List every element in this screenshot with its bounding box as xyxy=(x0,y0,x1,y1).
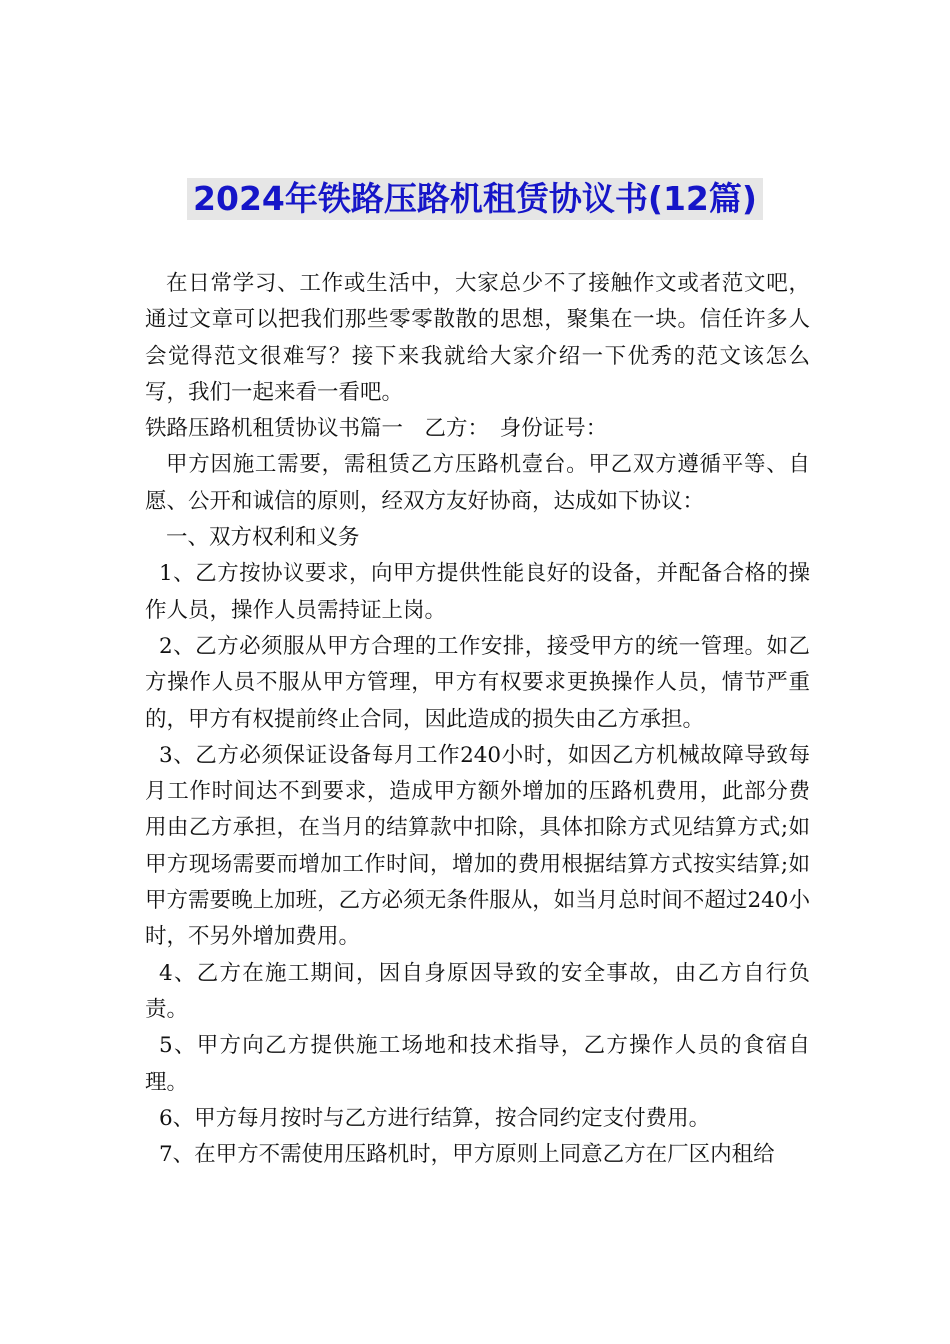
clause-item-5: 5、甲方向乙方提供施工场地和技术指导，乙方操作人员的食宿自理。 xyxy=(145,1033,810,1095)
clause-item-1: 1、乙方按协议要求，向甲方提供性能良好的设备，并配备合格的操作人员，操作人员需持证上岗。 xyxy=(145,561,810,623)
section-heading-paragraph: 铁路压路机租赁协议书篇一 乙方： 身份证号： xyxy=(145,416,608,442)
clause-item-3: 3、乙方必须保证设备每月工作240小时，如因乙方机械故障导致每月工作时间达不到要求，造成甲方额外增加的压路机费用，此部分费用由乙方承担，在当月的结算款中扣除，具体扣除方式见结算方式;如甲方现场需要而增加工作时间，增加的费用根据结算方式按实结算;如甲方需要晚上加班，乙方必须无条件服从，如当月总时间不超过240小时，不另外增加费用。 xyxy=(145,742,810,950)
agreement-preamble: 甲方因施工需要，需租赁乙方压路机壹台。甲乙双方遵循平等、自愿、公开和诚信的原则，经双方友好协商，达成如下协议： xyxy=(145,452,810,514)
clause-item-4: 4、乙方在施工期间，因自身原因导致的安全事故，由乙方自行负责。 xyxy=(145,960,810,1022)
title-wrap xyxy=(0,178,950,220)
document-body xyxy=(145,266,810,1173)
document-title: 2024年铁路压路机租赁协议书(12篇) xyxy=(187,178,763,220)
clause-item-2: 2、乙方必须服从甲方合理的工作安排，接受甲方的统一管理。如乙方操作人员不服从甲方管理，甲方有权要求更换操作人员，情节严重的，甲方有权提前终止合同，因此造成的损失由乙方承担。 xyxy=(145,633,810,732)
clause-item-6: 6、甲方每月按时与乙方进行结算，按合同约定支付费用。 xyxy=(159,1105,711,1131)
clause-heading-rights: 一、双方权利和义务 xyxy=(166,525,360,551)
clause-item-7: 7、在甲方不需使用压路机时，甲方原则上同意乙方在厂区内租给 xyxy=(159,1142,775,1168)
intro-paragraph: 在日常学习、工作或生活中，大家总少不了接触作文或者范文吧，通过文章可以把我们那些零零散散的思想，聚集在一块。信任许多人会觉得范文很难写？接下来我就给大家介绍一下优秀的范文该怎么写，我们一起来看一看吧。 xyxy=(145,271,810,405)
